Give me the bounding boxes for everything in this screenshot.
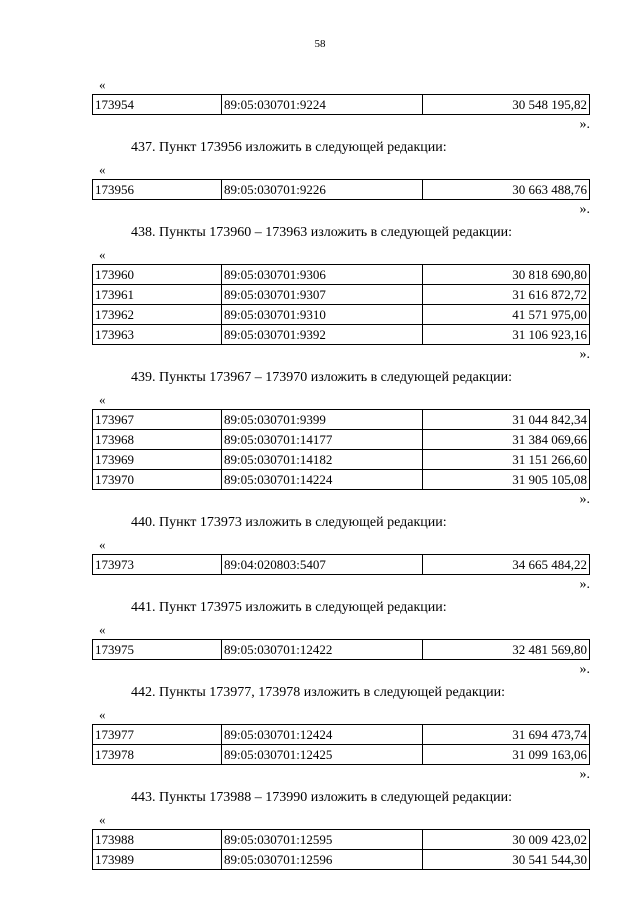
table-row bbox=[93, 745, 590, 765]
table-row bbox=[93, 95, 590, 115]
opening-quote: « bbox=[99, 537, 106, 552]
table-row bbox=[93, 265, 590, 285]
value-cell: 32 481 569,80 bbox=[423, 640, 590, 660]
value-cell: 31 106 923,16 bbox=[423, 325, 590, 345]
value-cell: 31 616 872,72 bbox=[423, 285, 590, 305]
land-plot-table bbox=[92, 94, 590, 115]
table-row bbox=[93, 725, 590, 745]
item-number-cell: 173968 bbox=[93, 430, 222, 450]
page-number: 58 bbox=[314, 38, 326, 50]
table-row bbox=[93, 640, 590, 660]
closing-quote: ». bbox=[579, 662, 590, 677]
closing-quote: ». bbox=[579, 202, 590, 217]
cadastral-number-cell: 89:05:030701:9399 bbox=[222, 410, 423, 430]
document-content bbox=[0, 76, 640, 870]
cadastral-number-cell: 89:05:030701:9306 bbox=[222, 265, 423, 285]
item-number-cell: 173956 bbox=[93, 180, 222, 200]
value-cell: 30 009 423,02 bbox=[423, 830, 590, 850]
item-number-cell: 173961 bbox=[93, 285, 222, 305]
cadastral-number-cell: 89:04:020803:5407 bbox=[222, 555, 423, 575]
cadastral-number-cell: 89:05:030701:12424 bbox=[222, 725, 423, 745]
table-row bbox=[93, 430, 590, 450]
value-cell: 31 044 842,34 bbox=[423, 410, 590, 430]
item-number-cell: 173967 bbox=[93, 410, 222, 430]
item-number-cell: 173977 bbox=[93, 725, 222, 745]
section-heading: 439. Пункты 173967 – 173970 изложить в следующей редакции: bbox=[131, 370, 513, 385]
value-cell: 30 663 488,76 bbox=[423, 180, 590, 200]
item-number-cell: 173963 bbox=[93, 325, 222, 345]
opening-quote: « bbox=[99, 812, 106, 827]
cadastral-number-cell: 89:05:030701:14224 bbox=[222, 470, 423, 490]
section-heading: 443. Пункты 173988 – 173990 изложить в следующей редакции: bbox=[131, 790, 513, 805]
table-row bbox=[93, 470, 590, 490]
cadastral-number-cell: 89:05:030701:12595 bbox=[222, 830, 423, 850]
section-heading: 440. Пункт 173973 изложить в следующей редакции: bbox=[131, 515, 447, 530]
land-plot-table bbox=[92, 724, 590, 765]
item-number-cell: 173970 bbox=[93, 470, 222, 490]
cadastral-number-cell: 89:05:030701:14177 bbox=[222, 430, 423, 450]
opening-quote: « bbox=[99, 622, 106, 637]
table-row bbox=[93, 830, 590, 850]
item-number-cell: 173960 bbox=[93, 265, 222, 285]
section-heading: 442. Пункты 173977, 173978 изложить в следующей редакции: bbox=[131, 685, 506, 700]
item-number-cell: 173989 bbox=[93, 850, 222, 870]
value-cell: 31 151 266,60 bbox=[423, 450, 590, 470]
table-row bbox=[93, 850, 590, 870]
item-number-cell: 173975 bbox=[93, 640, 222, 660]
opening-quote: « bbox=[99, 162, 106, 177]
value-cell: 31 905 105,08 bbox=[423, 470, 590, 490]
table-row bbox=[93, 305, 590, 325]
item-number-cell: 173969 bbox=[93, 450, 222, 470]
land-plot-table bbox=[92, 829, 590, 870]
cadastral-number-cell: 89:05:030701:12425 bbox=[222, 745, 423, 765]
table-row bbox=[93, 325, 590, 345]
cadastral-number-cell: 89:05:030701:12596 bbox=[222, 850, 423, 870]
table-row bbox=[93, 555, 590, 575]
cadastral-number-cell: 89:05:030701:9307 bbox=[222, 285, 423, 305]
value-cell: 30 818 690,80 bbox=[423, 265, 590, 285]
value-cell: 34 665 484,22 bbox=[423, 555, 590, 575]
opening-quote: « bbox=[99, 247, 106, 262]
value-cell: 41 571 975,00 bbox=[423, 305, 590, 325]
cadastral-number-cell: 89:05:030701:9310 bbox=[222, 305, 423, 325]
section-heading: 441. Пункт 173975 изложить в следующей редакции: bbox=[131, 600, 447, 615]
land-plot-table bbox=[92, 409, 590, 490]
value-cell: 30 548 195,82 bbox=[423, 95, 590, 115]
item-number-cell: 173978 bbox=[93, 745, 222, 765]
land-plot-table bbox=[92, 554, 590, 575]
table-row bbox=[93, 450, 590, 470]
item-number-cell: 173954 bbox=[93, 95, 222, 115]
table-row bbox=[93, 410, 590, 430]
cadastral-number-cell: 89:05:030701:9224 bbox=[222, 95, 423, 115]
value-cell: 31 099 163,06 bbox=[423, 745, 590, 765]
land-plot-table bbox=[92, 264, 590, 345]
closing-quote: ». bbox=[579, 492, 590, 507]
table-row bbox=[93, 180, 590, 200]
closing-quote: ». bbox=[579, 767, 590, 782]
opening-quote: « bbox=[99, 392, 106, 407]
item-number-cell: 173988 bbox=[93, 830, 222, 850]
cadastral-number-cell: 89:05:030701:14182 bbox=[222, 450, 423, 470]
closing-quote: ». bbox=[579, 117, 590, 132]
land-plot-table bbox=[92, 639, 590, 660]
table-row bbox=[93, 285, 590, 305]
cadastral-number-cell: 89:05:030701:9226 bbox=[222, 180, 423, 200]
value-cell: 31 384 069,66 bbox=[423, 430, 590, 450]
cadastral-number-cell: 89:05:030701:12422 bbox=[222, 640, 423, 660]
item-number-cell: 173962 bbox=[93, 305, 222, 325]
land-plot-table bbox=[92, 179, 590, 200]
item-number-cell: 173973 bbox=[93, 555, 222, 575]
section-heading: 437. Пункт 173956 изложить в следующей редакции: bbox=[131, 140, 447, 155]
opening-quote: « bbox=[99, 77, 106, 92]
cadastral-number-cell: 89:05:030701:9392 bbox=[222, 325, 423, 345]
value-cell: 31 694 473,74 bbox=[423, 725, 590, 745]
section-heading: 438. Пункты 173960 – 173963 изложить в следующей редакции: bbox=[131, 225, 513, 240]
closing-quote: ». bbox=[579, 577, 590, 592]
opening-quote: « bbox=[99, 707, 106, 722]
closing-quote: ». bbox=[579, 347, 590, 362]
value-cell: 30 541 544,30 bbox=[423, 850, 590, 870]
